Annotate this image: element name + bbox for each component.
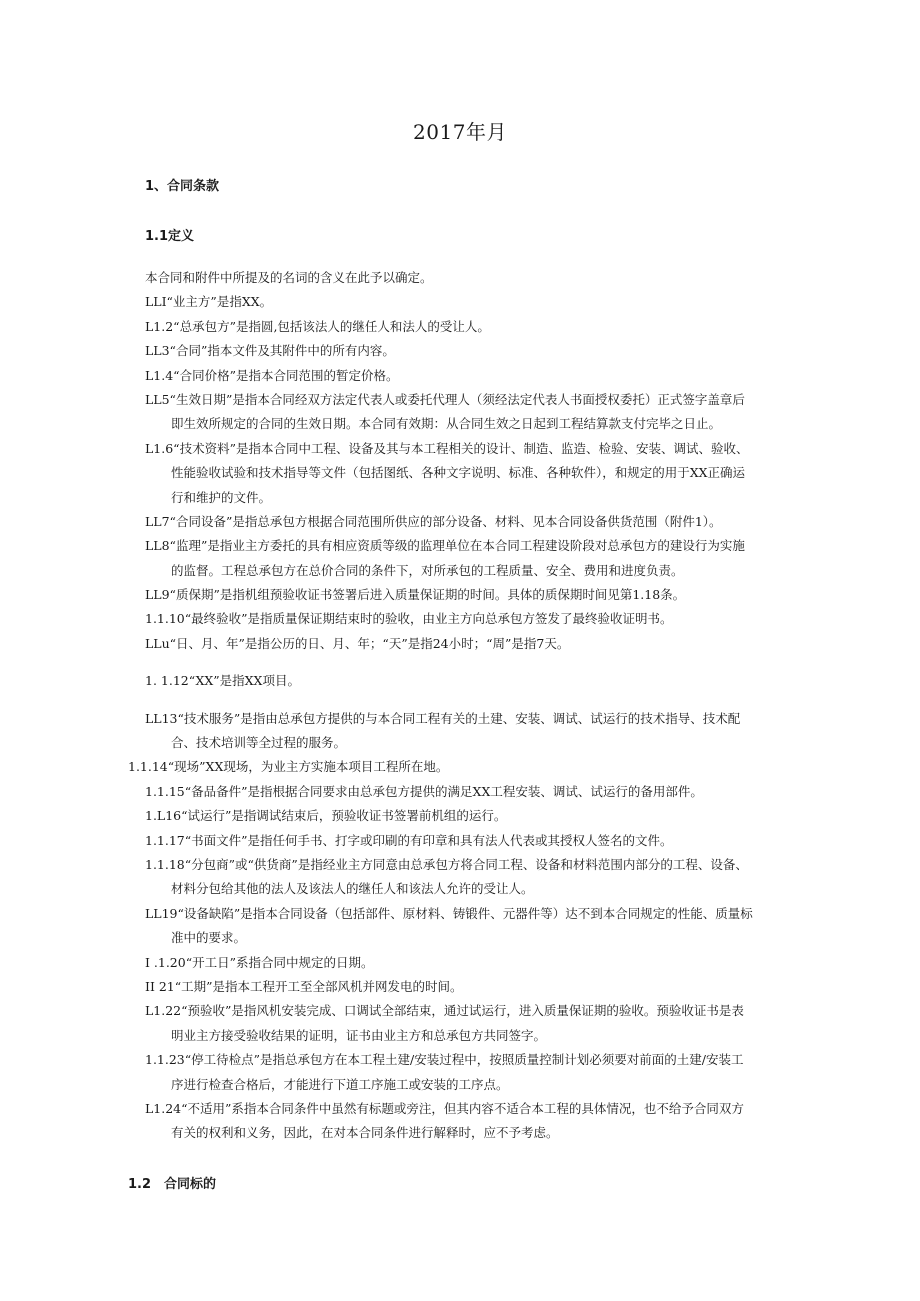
definition-line: 1.1.17“书面文件”是指任何手书、打字或印刷的有印章和具有法人代表或其授权人签名的文件。 [145,832,673,848]
definition-continuation-line: 序进行检查合格后，才能进行下道工序施工或安装的工序点。 [171,1076,509,1092]
section-label: 合同标的 [164,1177,217,1192]
definition-line: LL3“合同”指本文件及其附件中的所有内容。 [145,343,395,359]
definition-line: L1.22“预验收”是指风机安装完成、口调试全部结束，通过试运行，进入质量保证期的验收。预验收证书是表 [145,1003,744,1019]
definition-line: L1.6“技术资料”是指本合同中工程、设备及其与本工程相关的设计、制造、监造、检验、安装、调试、验收、 [145,440,749,456]
definition-paragraph [0,669,920,693]
definition-line: LL19“设备缺陷”是指本合同设备（包括部件、原材料、铸锻件、元器件等）达不到本合同规定的性能、质量标 [145,905,753,921]
definition-line: II 21“工期”是指本工程开工至全部风机并网发电的时间。 [145,978,463,994]
definition-paragraph [0,1097,920,1146]
definition-line: L1.2“总承包方”是指圆,包括该法人的继任人和法人的受让人。 [145,318,490,334]
definition-line: 1.1.15“备品备件”是指根据合同要求由总承包方提供的满足XX工程安装、调试、试运行的备用部件。 [145,783,703,799]
definition-paragraph [0,290,920,314]
definition-paragraph [0,755,920,779]
definition-line: LL9“质保期”是指机组预验收证书签署后进入质量保证期的时间。具体的质保期时间见第1.18条。 [145,587,686,603]
definition-paragraph [0,510,920,534]
definition-paragraph [0,364,920,388]
section-heading-1: 1、合同条款 [145,179,220,194]
paragraph-gap [0,694,920,707]
definition-line: LL5“生效日期”是指本合同经双方法定代表人或委托代理人（须经法定代表人书面授权委托）正式签字盖章后 [145,391,745,407]
definitions-list [0,266,920,1146]
definition-paragraph [0,804,920,828]
definition-paragraph [0,975,920,999]
definition-paragraph [0,534,920,583]
definition-line: 1.L16“试运行”是指调试结束后，预验收证书签署前机组的运行。 [145,808,507,824]
definition-continuation-line: 合、技术培训等全过程的服务。 [171,735,347,751]
definition-paragraph [0,707,920,756]
definition-line: 1.1.23“停工待检点”是指总承包方在本工程土建/安装过程中，按照质量控制计划必须要对前面的土建/安装工 [145,1052,744,1068]
definition-paragraph [0,583,920,607]
definition-paragraph [0,780,920,804]
definition-paragraph [0,999,920,1048]
definition-paragraph [0,607,920,631]
definition-line: L1.4“合同价格”是指本合同范围的暂定价格。 [145,367,399,383]
definition-paragraph [0,829,920,853]
definition-line: 1.1.10“最终验收”是指质量保证期结束时的验收，由业主方向总承包方签发了最终验收证明书。 [145,611,673,627]
definition-line: LL8“监理”是指业主方委托的具有相应资质等级的监理单位在本合同工程建设阶段对总承包方的建设行为实施 [145,538,745,554]
definition-continuation-line: 有关的权利和义务，因此，在对本合同条件进行解释时，应不予考虑。 [171,1125,559,1141]
section-heading-1-1: 1.1定义 [145,229,195,244]
definition-line: LLu“日、月、年”是指公历的日、月、年；“天”是指24小时；“周”是指7天。 [145,635,570,651]
definition-paragraph [0,1048,920,1097]
definition-continuation-line: 性能验收试验和技术指导等文件（包括图纸、各种文字说明、标准、各种软件），和规定的用于XX正确运 [171,465,746,481]
definition-line: 本合同和附件中所提及的名词的含义在此予以确定。 [145,270,433,285]
definition-line: I .1.20“开工日”系指合同中规定的日期。 [145,954,374,970]
definition-line: 1.1.18“分包商”或“供货商”是指经业主方同意由总承包方将合同工程、设备和材料范围内部分的工程、设备、 [145,856,748,872]
definition-line: 1.1.14“现场”XX现场，为业主方实施本项目工程所在地。 [128,759,449,775]
definition-paragraph [0,853,920,902]
definition-line: LL7“合同设备”是指总承包方根据合同范围所供应的部分设备、材料、见本合同设备供货范围（附件1）。 [145,513,722,529]
definition-line: LL13“技术服务”是指由总承包方提供的与本合同工程有关的土建、安装、调试、试运行的技术指导、技术配 [145,710,741,726]
definition-continuation-line: 的监督。工程总承包方在总价合同的条件下，对所承包的工程质量、安全、费用和进度负责。 [171,562,684,578]
definition-paragraph [0,632,920,656]
definition-line: 1. 1.12“XX”是指XX项目。 [145,673,300,689]
definition-paragraph [0,902,920,951]
document-title: 2017年月 [413,120,507,144]
definition-paragraph [0,388,920,437]
definition-continuation-line: 材料分包给其他的法人及该法人的继任人和该法人允许的受让人。 [171,881,534,897]
section-heading-1-2 [128,1173,216,1192]
definition-paragraph [0,266,920,290]
definition-line: L1.24“不适用”系指本合同条件中虽然有标题或旁注，但其内容不适合本工程的具体情况，也不给予合同双方 [145,1100,744,1116]
paragraph-gap [0,656,920,669]
definition-continuation-line: 明业主方接受验收结果的证明，证书由业主方和总承包方共同签字。 [171,1027,547,1043]
definition-paragraph [0,437,920,510]
definition-paragraph [0,315,920,339]
definition-line: LLI“业主方”是指XX。 [145,294,273,310]
definition-continuation-line: 即生效所规定的合同的生效日期。本合同有效期：从合同生效之日起到工程结算款支付完毕之日止。 [171,416,722,432]
definition-paragraph [0,951,920,975]
definition-continuation-line: 准中的要求。 [171,930,247,946]
section-number: 1.2 [128,1177,152,1192]
definition-continuation-line: 行和维护的文件。 [171,489,272,505]
definition-paragraph [0,339,920,363]
